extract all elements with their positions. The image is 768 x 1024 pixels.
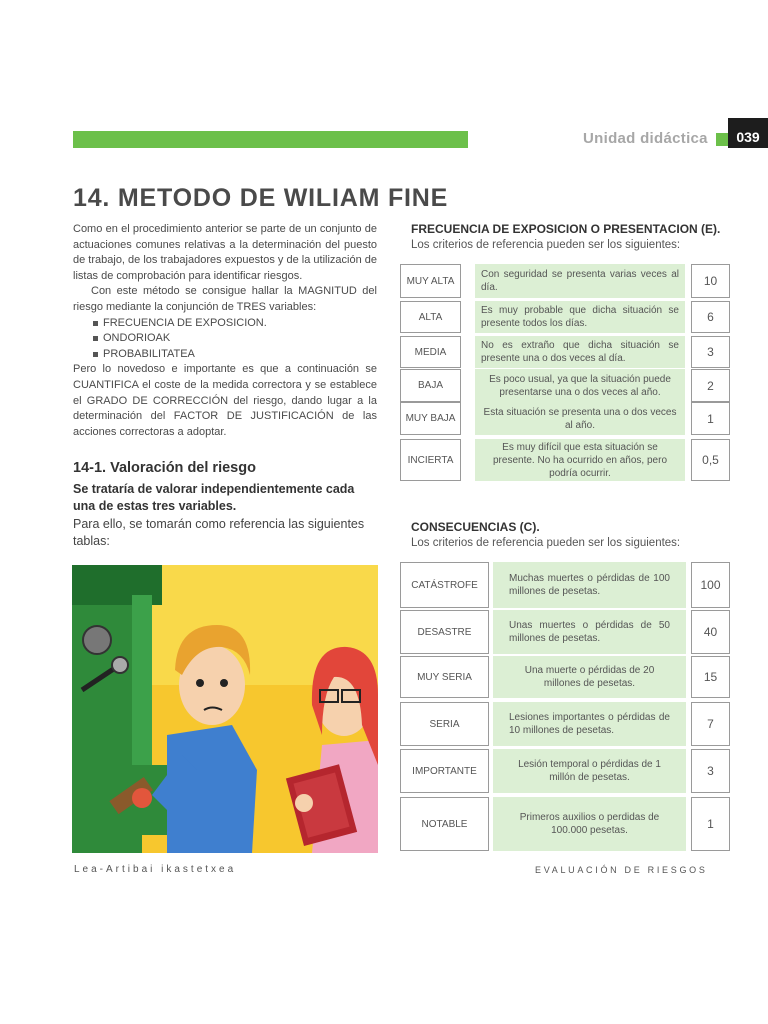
- cons-label: SERIA: [400, 702, 489, 746]
- freq-table-heading: FRECUENCIA DE EXPOSICION O PRESENTACION (E).: [411, 222, 721, 236]
- header-accent-bar: [73, 131, 468, 148]
- cons-value: 1: [691, 797, 730, 851]
- table-row: [400, 439, 730, 481]
- table-row: [400, 749, 730, 793]
- cons-value: 100: [691, 562, 730, 608]
- freq-description: Es poco usual, ya que la situación puede presentarse una o dos veces al año.: [475, 369, 685, 402]
- freq-table-title: [411, 222, 720, 236]
- freq-description: Es muy difícil que esta situación se presente. No ha ocurrido en años, pero podría ocurrir.: [475, 439, 685, 481]
- cons-value: 15: [691, 656, 730, 698]
- table-row: [400, 301, 730, 333]
- freq-description: Es muy probable que dicha situación se presente todos los días.: [475, 301, 685, 333]
- freq-value: 0,5: [691, 439, 730, 481]
- cons-label: CATÁSTROFE: [400, 562, 489, 608]
- table-row: [400, 402, 730, 435]
- cons-description: Lesiones importantes o pérdidas de 10 millones de pesetas.: [493, 702, 686, 746]
- list-item: ONDORIOAK: [93, 331, 377, 347]
- table-row: [400, 264, 730, 298]
- freq-value: 1: [691, 402, 730, 435]
- footer-school: Lea-Artibai ikastetxea: [74, 864, 237, 875]
- cons-table-subtitle: Los criterios de referencia pueden ser los siguientes:: [411, 537, 681, 549]
- cons-description: Unas muertes o pérdidas de 50 millones de pesetas.: [493, 610, 686, 654]
- cons-value: 40: [691, 610, 730, 654]
- table-row: [400, 562, 730, 608]
- freq-description: Esta situación se presenta una o dos veces al año.: [475, 402, 685, 435]
- table-row: [400, 656, 730, 698]
- cons-description: Primeros auxilios o perdidas de 100.000 pesetas.: [493, 797, 686, 851]
- table-row: [400, 369, 730, 402]
- table-row: [400, 610, 730, 654]
- freq-label: MEDIA: [400, 336, 461, 368]
- intro-text: [73, 222, 377, 440]
- cartoon-illustration-svg: [72, 565, 378, 853]
- cons-label: IMPORTANTE: [400, 749, 489, 793]
- cons-description: Una muerte o pérdidas de 20 millones de pesetas.: [493, 656, 686, 698]
- cons-label: MUY SERIA: [400, 656, 489, 698]
- freq-label: BAJA: [400, 369, 461, 402]
- intro-paragraph-3: Pero lo novedoso e importante es que a continuación se CUANTIFICA el coste de la medida correctora y se establece el GRADO DE CORRECCIÓN del riesgo, dando lugar a la determinación del FACTOR DE JUSTIFICACIÓN de las acciones correctoras a adoptar.: [73, 363, 377, 438]
- intro-paragraph-2: Con este método se consigue hallar la MAGNITUD del riesgo mediante la conjunción de TRES variables:: [73, 285, 377, 313]
- unit-accent-square: [716, 133, 728, 146]
- cons-description: Muchas muertes o pérdidas de 100 millones de pesetas.: [493, 562, 686, 608]
- freq-value: 10: [691, 264, 730, 298]
- freq-description: Con seguridad se presenta varias veces al día.: [475, 264, 685, 298]
- freq-label: MUY ALTA: [400, 264, 461, 298]
- cons-value: 7: [691, 702, 730, 746]
- cons-label: NOTABLE: [400, 797, 489, 851]
- list-item: PROBABILITATEA: [93, 347, 377, 363]
- freq-description: No es extraño que dicha situación se presente una o dos veces al día.: [475, 336, 685, 368]
- freq-label: ALTA: [400, 301, 461, 333]
- list-item: FRECUENCIA DE EXPOSICION.: [93, 316, 377, 332]
- freq-value: 3: [691, 336, 730, 368]
- cartoon-illustration: [72, 565, 378, 853]
- freq-label: MUY BAJA: [400, 402, 461, 435]
- intro-paragraph-1: Como en el procedimiento anterior se parte de un conjunto de actuaciones comunes relativas a la determinación del puesto de trabajo, de los trabajadores expuestos y de la utilización de listas de comprobación para identificar riesgos.: [73, 223, 377, 282]
- freq-value: 2: [691, 369, 730, 402]
- freq-label: INCIERTA: [400, 439, 461, 481]
- cons-description: Lesión temporal o pérdidas de 1 millón de pesetas.: [493, 749, 686, 793]
- section-bold-text: Se trataría de valorar independientemente cada una de estas tres variables.: [73, 482, 355, 513]
- freq-table-subtitle: Los criterios de referencia pueden ser los siguientes:: [411, 239, 681, 251]
- cons-table-title: CONSECUENCIAS (C).: [411, 520, 540, 534]
- table-row: [400, 702, 730, 746]
- unit-label: Unidad didáctica: [583, 130, 708, 147]
- page-title: 14. METODO DE WILIAM FINE: [73, 184, 449, 212]
- table-row: [400, 336, 730, 368]
- cons-value: 3: [691, 749, 730, 793]
- section-title: 14-1. Valoración del riesgo: [73, 460, 256, 476]
- table-row: [400, 797, 730, 851]
- freq-value: 6: [691, 301, 730, 333]
- footer-subject: EVALUACIÓN DE RIESGOS: [535, 865, 708, 875]
- page-number: 039: [728, 118, 768, 148]
- variables-list: [73, 316, 377, 363]
- section-plain-text: Para ello, se tomarán como referencia las siguientes tablas:: [73, 517, 365, 548]
- cons-label: DESASTRE: [400, 610, 489, 654]
